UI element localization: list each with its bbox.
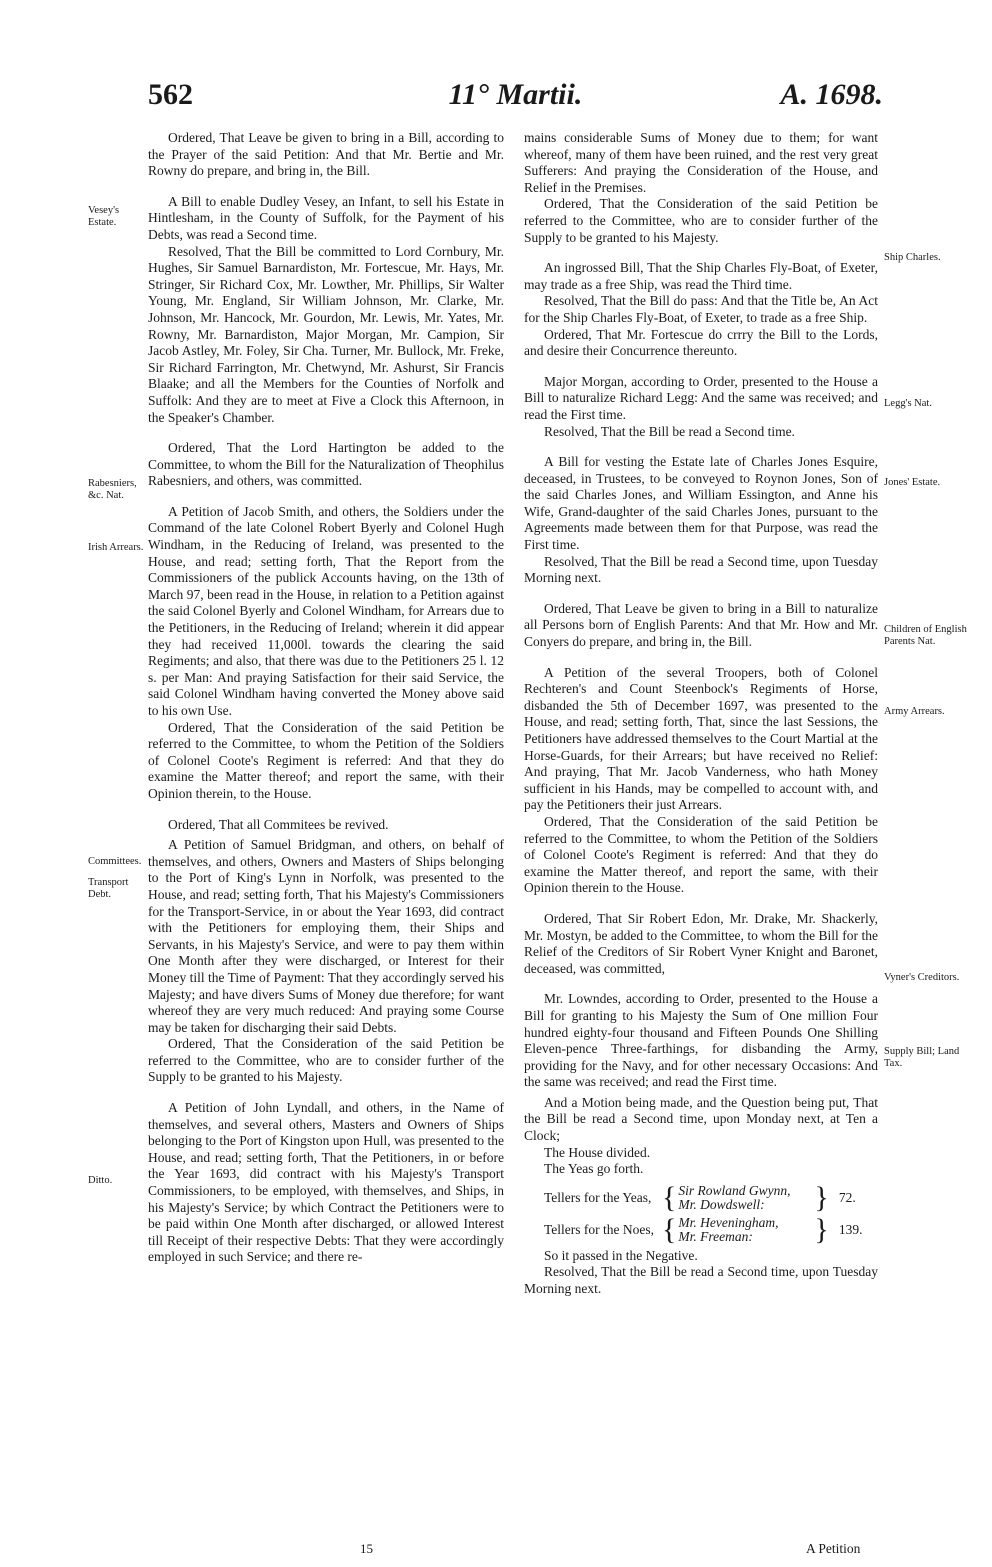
margin-note: Transport Debt. <box>88 877 129 900</box>
entry-paragraph: A Petition of John Lyndall, and others, in the Name of themselves, and several others, Masters and Owners of Ships belonging to the Port of Kingston upon Hull, was presented to the House, and read; setting forth, That the Petitioners, in or before the Year 1693, did contract with his Majesty's Transport Commissioners, to be employed, with themselves, and Ships, in his Majesty's Service; by which Contract the Petitioners were to be paid within One Month after discharged, or allowed Interest till Receipt of their respective Debts: That they were accordingly employed in such Service; and there re- <box>148 1100 504 1265</box>
teller-name: Mr. Freeman: <box>678 1228 753 1244</box>
entry-paragraph: Ordered, That Sir Robert Edon, Mr. Drake, Mr. Shackerly, Mr. Mostyn, be added to the Committee, to whom the Bill for the Relief of the Creditors of Sir Robert Vyner Knight and Baronet, deceased, was committed, <box>524 910 878 976</box>
entry-paragraph: Resolved, That the Bill do pass: And that the Title be, An Act for the Ship Charles Fly-Boat, of Exeter, to trade as a free Ship. <box>524 293 878 325</box>
right-column <box>524 130 878 1298</box>
margin-note: Supply Bill; Land Tax. <box>884 1046 960 1069</box>
entry-paragraph: Mr. Lowndes, according to Order, presented to the House a Bill for granting to his Majesty the Sum of One million Four hundred eighty-four thousand and Fifteen Pounds One Shilling Eleven-pence Three-farthings, for disbanding the Army, providing for the Navy, and for other necessary Occasions: And the same was received; and read the First time. <box>524 991 878 1090</box>
entry-paragraph: Ordered, That the Consideration of the said Petition be referred to the Committee, who are to consider further of the Supply to be granted to his Majesty. <box>524 196 878 245</box>
entry-paragraph: Resolved, That the Bill be read a Second time, upon Tuesday Morning next. <box>524 1264 878 1297</box>
entry-paragraph: A Bill for vesting the Estate late of Charles Jones Esquire, deceased, in Trustees, to be conveyed to Roynon Jones, Son of the said Charles Jones, and William Essington, and Anne his Wife, Grand-daughter of the said Charles Jones, pursuant to the Agreements made between them for that Purpose, was read the First time. <box>524 454 878 553</box>
left-column <box>148 130 504 1266</box>
noes-count: 139. <box>838 1221 863 1237</box>
margin-note: Army Arrears. <box>884 706 945 717</box>
tellers-noes-names <box>678 1216 808 1244</box>
entry-paragraph: A Petition of the several Troopers, both of Colonel Rechteren's and Count Steenbock's Regiments of Horse, disbanded the 5th of December 1697, was presented to the House, and read; setting forth, That, since the last Sessions, the Petitioners have addressed themselves to the Court Martial at the Horse-Guards, for their Arrears; but have received no Relief: And praying, That Mr. Jacob Vanderness, who hath Money sufficient in his Hands, may be compelled to account with, and pay the Petitioners their just Arrears. <box>524 664 878 813</box>
entry-paragraph: An ingrossed Bill, That the Ship Charles Fly-Boat, of Exeter, may trade as a free Ship, was read the Third time. <box>524 260 878 292</box>
tellers-noes-label: Tellers for the Noes, <box>544 1221 655 1237</box>
tellers-yeas <box>544 1182 878 1214</box>
entry-paragraph: Major Morgan, according to Order, presented to the House a Bill to naturalize Richard Legg: And the same was received; and read the First time. <box>524 373 878 422</box>
entry-paragraph: Ordered, That Mr. Fortescue do crrry the Bill to the Lords, and desire their Concurrence thereunto. <box>524 326 878 359</box>
brace: { <box>662 1180 677 1214</box>
margin-note: Ditto. <box>88 1175 113 1186</box>
entry-paragraph: Resolved, That the Bill be committed to Lord Cornbury, Mr. Hughes, Sir Samuel Barnardiston, Mr. Fortescue, Mr. Hays, Mr. Stringer, Sir Richard Cox, Mr. Lowther, Mr. Phillips, Sir Walter Young, Mr. England, Sir William Johnson, Mr. Clarke, Mr. Johnson, Mr. Hancock, Mr. Gourdon, Mr. Lewis, Mr. Yates, Mr. Rowny, Mr. Barnardiston, Major Morgan, Mr. Campion, Sir Jacob Astley, Mr. Foley, Sir Cha. Turner, Mr. Bullock, Mr. Freke, Sir Richard Farrington, Mr. Chetwynd, Mr. Ashurst, Sir Francis Blaake; and all the Members for the Counties of Norfolk and Suffolk: And they are to meet at Five a Clock this Afternoon, in the Speaker's Chamber. <box>148 243 504 425</box>
entry-paragraph: mains considerable Sums of Money due to them; for want whereof, many of them have been ruined, and the rest very great Sufferers: And praying the Consideration of the House, and Relief in the Premises. <box>524 130 878 195</box>
entry-paragraph: A Petition of Jacob Smith, and others, the Soldiers under the Command of the late Colonel Robert Byerly and Colonel Hugh Windham, in the Reducing of Ireland, was presented to the House, and read; setting forth, That the Report from the Commissioners of the publick Accounts having, on the 13th of March 97, been read in the House, in relation to a Petition against the said Colonel Byerly and Colonel Windham, for Arrears due to the Petitioners, in the Reducing of Ireland; wherein it did appear they had received 11,000l. towards the clearing the said Regiments; and also, that there was due to the Petitioners 25 l. 12 s. per Man: And praying Satisfaction for their said Service, the said Colonel Windham having converted the Money above said to his own Use. <box>148 503 504 718</box>
tellers-yeas-label: Tellers for the Yeas, <box>544 1189 652 1205</box>
entry-paragraph: The House divided. <box>544 1144 651 1160</box>
teller-name: Sir Rowland Gwynn, <box>678 1182 791 1198</box>
entry-paragraph: So it passed in the Negative. <box>544 1247 698 1263</box>
margin-note: Jones' Estate. <box>884 477 941 488</box>
brace: { <box>662 1212 677 1246</box>
entry-paragraph: Ordered, That Leave be given to bring in a Bill, according to the Prayer of the said Petition: And that Mr. Bertie and Mr. Rowny do prepare, and bring in, the Bill. <box>148 130 504 179</box>
margin-note: Vesey's Estate. <box>88 205 120 228</box>
tellers-yeas-names <box>678 1184 808 1212</box>
page-date: 11° Martii. <box>448 78 583 111</box>
page-number: 562 <box>148 78 193 111</box>
margin-note: Children of English Parents Nat. <box>884 624 967 647</box>
division-tellers <box>544 1182 878 1246</box>
margin-note: Vyner's Creditors. <box>884 972 960 983</box>
brace: } <box>814 1212 829 1246</box>
teller-name: Mr. Heveningham, <box>678 1214 779 1230</box>
entry-paragraph: Ordered, That Leave be given to bring in a Bill to naturalize all Persons born of English Parents: And that Mr. How and Mr. Conyers do prepare, and bring in, the Bill. <box>524 600 878 650</box>
entry-paragraph: Ordered, That the Consideration of the said Petition be referred to the Committee, to whom the Petition of the Soldiers of Colonel Coote's Regiment is referred: And that they do examine the Matter thereof; and report the same, with their Opinion therein, to the House. <box>148 719 504 801</box>
tellers-noes <box>544 1214 878 1246</box>
catchword: A Petition <box>806 1541 861 1556</box>
entry-paragraph: Ordered, That the Lord Hartington be added to the Committee, to whom the Bill for the Naturalization of Theophilus Rabesniers, and others, was committed. <box>148 440 504 489</box>
page-year: A. 1698. <box>780 78 883 111</box>
margin-note: Irish Arrears. <box>88 542 144 553</box>
entry-paragraph: Ordered, That all Commitees be revived. <box>168 816 389 832</box>
entry-paragraph: A Petition of Samuel Bridgman, and others, on behalf of themselves, and others, Owners and Masters of Ships belonging to the Port of King's Lynn in Norfolk, was presented to the House, and read; setting forth, That his Majesty's Commissioners for the Transport-Service, in or about the Year 1693, did contract with the Petitioners for employing them, their Ships and Servants, in his Majesty's Service, and were to pay them within One Month after they were discharged, or Interest for their Money till the Time of Payment: That they accordingly served his Majesty; and have divers Sums of Money due therefore; for want whereof they are very much reduced: And praying some Course may be taken for discharging their said Debts. <box>148 837 504 1035</box>
margin-note: Committees. <box>88 856 142 867</box>
entry-paragraph: A Bill to enable Dudley Vesey, an Infant, to sell his Estate in Hintlesham, in the County of Suffolk, for the Payment of his Debts, was read a Second time. <box>148 193 504 242</box>
margin-note: Legg's Nat. <box>884 398 932 409</box>
entry-paragraph: Ordered, That the Consideration of the said Petition be referred to the Committee, who are to consider further of the Supply to be granted to his Majesty. <box>148 1036 504 1085</box>
page-header <box>148 78 883 118</box>
entry-paragraph: The Yeas go forth. <box>544 1161 644 1177</box>
entry-paragraph: Ordered, That the Consideration of the said Petition be referred to the Committee, to whom the Petition of the Soldiers of Colonel Coote's Regiment is referred: And that they do examine the Matter thereof, and report the same, with their Opinion therein to the House. <box>524 813 878 896</box>
yeas-count: 72. <box>838 1189 856 1205</box>
signature-mark: 15 <box>360 1541 373 1556</box>
margin-note: Ship Charles. <box>884 252 941 263</box>
teller-name: Mr. Dowdswell: <box>678 1196 765 1212</box>
entry-paragraph: Resolved, That the Bill be read a Second time, upon Tuesday Morning next. <box>524 553 878 586</box>
margin-note: Rabesniers, &c. Nat. <box>88 478 137 501</box>
entry-paragraph: Resolved, That the Bill be read a Second time. <box>544 423 795 439</box>
brace: } <box>814 1180 829 1214</box>
entry-paragraph: And a Motion being made, and the Question being put, That the Bill be read a Second time, upon Monday next, at Ten a Clock; <box>524 1094 878 1144</box>
